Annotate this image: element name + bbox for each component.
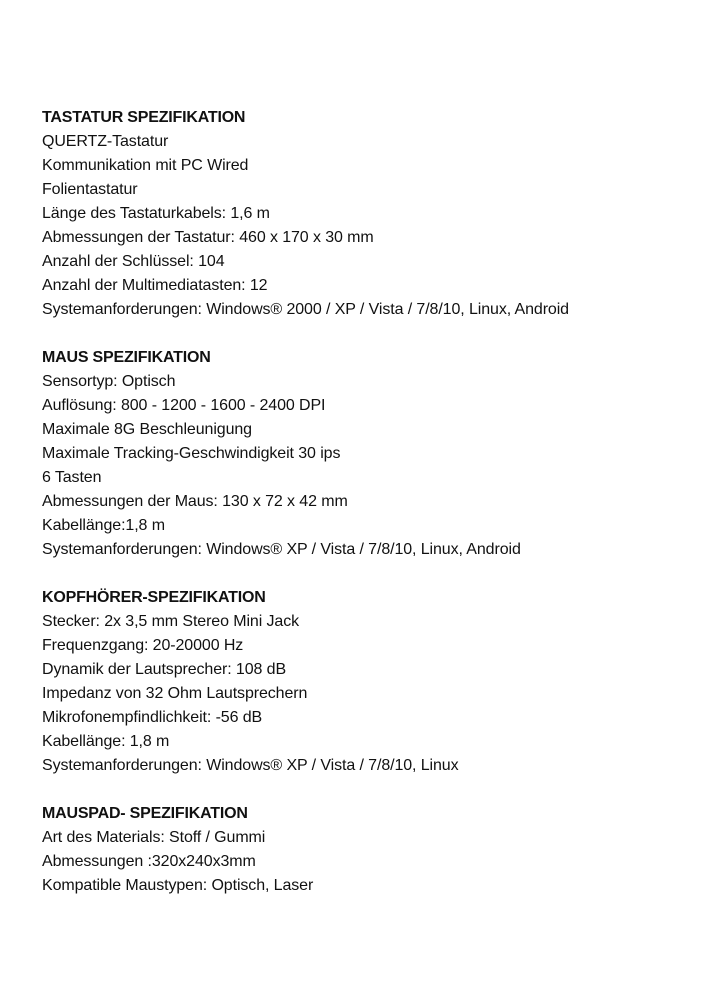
spec-line: Kabellänge:1,8 m <box>42 517 165 534</box>
spec-line: Dynamik der Lautsprecher: 108 dB <box>42 661 287 678</box>
section-headphones <box>42 586 692 778</box>
spec-line: Frequenzgang: 20-20000 Hz <box>42 637 244 654</box>
spec-line: Stecker: 2x 3,5 mm Stereo Mini Jack <box>42 613 300 630</box>
spec-line: Auflösung: 800 - 1200 - 1600 - 2400 DPI <box>42 397 326 414</box>
spec-line: Länge des Tastaturkabels: 1,6 m <box>42 205 270 222</box>
spec-line: Systemanforderungen: Windows® 2000 / XP / Vista / 7/8/10, Linux, Android <box>42 301 569 318</box>
section-heading: KOPFHÖRER-SPEZIFIKATION <box>42 589 266 606</box>
spec-line: 6 Tasten <box>42 469 102 486</box>
spec-line: Sensortyp: Optisch <box>42 373 176 390</box>
spec-line: Abmessungen der Tastatur: 460 x 170 x 30 mm <box>42 229 374 246</box>
section-mousepad <box>42 802 692 898</box>
section-heading: MAUS SPEZIFIKATION <box>42 349 211 366</box>
spec-line: Impedanz von 32 Ohm Lautsprechern <box>42 685 308 702</box>
spec-line: Systemanforderungen: Windows® XP / Vista / 7/8/10, Linux <box>42 757 459 774</box>
spec-line: Kabellänge: 1,8 m <box>42 733 170 750</box>
spec-line: Art des Materials: Stoff / Gummi <box>42 829 266 846</box>
spec-line: Mikrofonempfindlichkeit: -56 dB <box>42 709 263 726</box>
spec-line: QUERTZ-Tastatur <box>42 133 169 150</box>
spec-line: Anzahl der Multimediatasten: 12 <box>42 277 268 294</box>
spec-content <box>42 106 692 922</box>
spec-line: Maximale Tracking-Geschwindigkeit 30 ips <box>42 445 341 462</box>
spec-line: Abmessungen :320x240x3mm <box>42 853 256 870</box>
section-keyboard <box>42 106 692 322</box>
spec-line: Folientastatur <box>42 181 138 198</box>
section-mouse <box>42 346 692 562</box>
section-heading: TASTATUR SPEZIFIKATION <box>42 109 246 126</box>
spec-line: Maximale 8G Beschleunigung <box>42 421 252 438</box>
spec-line: Anzahl der Schlüssel: 104 <box>42 253 225 270</box>
spec-line: Systemanforderungen: Windows® XP / Vista / 7/8/10, Linux, Android <box>42 541 521 558</box>
section-heading: MAUSPAD- SPEZIFIKATION <box>42 805 248 822</box>
spec-line: Kompatible Maustypen: Optisch, Laser <box>42 877 314 894</box>
spec-line: Abmessungen der Maus: 130 x 72 x 42 mm <box>42 493 348 510</box>
spec-line: Kommunikation mit PC Wired <box>42 157 249 174</box>
